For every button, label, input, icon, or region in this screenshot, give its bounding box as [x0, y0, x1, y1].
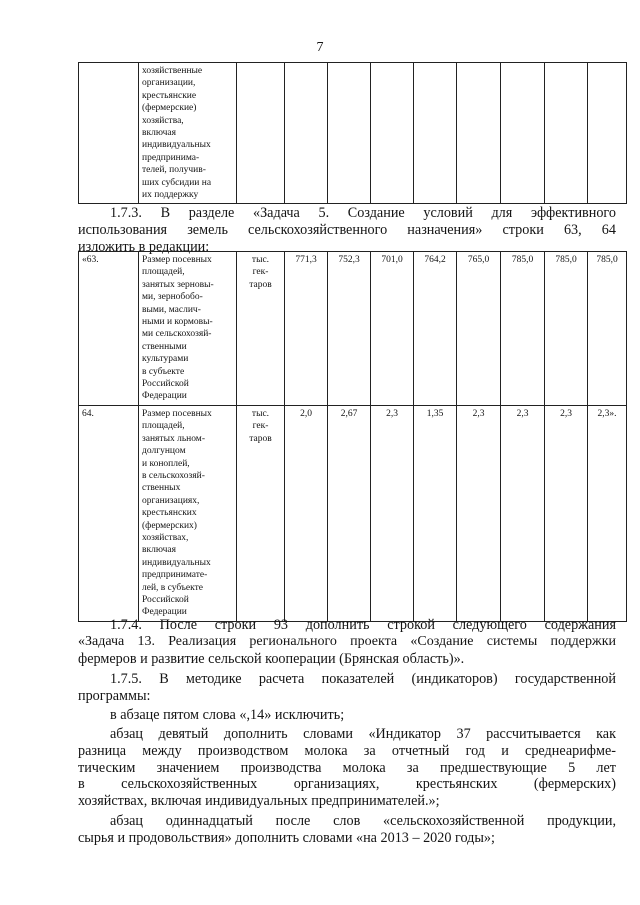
value-cell: 752,3	[328, 252, 371, 406]
indicators-table	[78, 251, 627, 622]
table-row	[79, 405, 627, 621]
section-1-7-4-cont	[78, 634, 616, 667]
section-line: 1.7.4. После строки 93 дополнить строкой следующего содержания	[110, 617, 616, 633]
indicator-description: Размер посевных площадей, занятых льном- долгунцом и коноплей, в сельскохозяй- ственных организациях, крестьянских (фермерских) хозяйствах, включая индивидуальных предпринимате- лей, в субъекте Российской Федерации	[139, 405, 237, 621]
value-cell	[414, 63, 457, 204]
row-number: 64.	[79, 405, 139, 621]
paragraph-ninth-cont	[78, 743, 616, 809]
section-line: изложить в редакции:	[78, 238, 210, 255]
row-number: «63.	[79, 252, 139, 406]
value-cell: 764,2	[414, 252, 457, 406]
value-cell	[457, 63, 501, 204]
paragraph-line: хозяйствах, включая индивидуальных предпринимателей.»;	[78, 792, 440, 809]
section-line: фермеров и развитие сельской кооперации (Брянская область)».	[78, 650, 465, 667]
unit-cell	[237, 63, 285, 204]
paragraph-line: в сельскохозяйственных организациях, крестьянских (фермерских)	[78, 776, 616, 792]
value-cell: 785,0	[588, 252, 627, 406]
value-cell: 2,67	[328, 405, 371, 621]
value-cell: 2,0	[285, 405, 328, 621]
section-line: программы:	[78, 688, 151, 704]
value-cell	[285, 63, 328, 204]
value-cell	[545, 63, 588, 204]
value-cell: 785,0	[501, 252, 545, 406]
table-row	[79, 63, 627, 204]
value-cell: 1,35	[414, 405, 457, 621]
value-cell: 2,3	[457, 405, 501, 621]
section-line: «Задача 13. Реализация регионального проекта «Создание системы поддержки	[78, 634, 616, 649]
paragraph-eleventh-cont	[78, 830, 616, 847]
value-cell	[501, 63, 545, 204]
section-line: использования земель сельскохозяйственного назначения» строки 63, 64	[78, 222, 616, 238]
section-1-7-5-cont	[78, 688, 616, 705]
value-cell: 701,0	[371, 252, 414, 406]
value-cell: 765,0	[457, 252, 501, 406]
paragraph-eleventh	[110, 813, 616, 830]
section-1-7-5	[110, 671, 616, 688]
page-number: 7	[316, 40, 324, 55]
unit-cell: тыс. гек- таров	[237, 252, 285, 406]
unit-cell: тыс. гек- таров	[237, 405, 285, 621]
paragraph-line: в абзаце пятом слова «,14» исключить;	[110, 707, 345, 723]
paragraph-line: тическим значением производства молока за предшествующие 5 лет	[78, 759, 616, 776]
value-cell	[328, 63, 371, 204]
paragraph-fifth	[110, 707, 616, 724]
paragraph-ninth	[110, 726, 616, 743]
paragraph-line: сырья и продовольствия» дополнить словами «на 2013 – 2020 годы»;	[78, 830, 495, 846]
continuation-table	[78, 62, 627, 204]
section-1-7-3	[110, 205, 616, 222]
section-line: 1.7.3. В разделе «Задача 5. Создание условий для эффективного	[110, 205, 616, 221]
indicator-description: Размер посевных площадей, занятых зерновы- ми, зернобобо- выми, маслич- ными и кормовы- ми сельскохозяй- ственными культурами в субъекте Российской Федерации	[139, 252, 237, 406]
value-cell: 771,3	[285, 252, 328, 406]
row-number-cell	[79, 63, 139, 204]
value-cell: 2,3	[545, 405, 588, 621]
value-cell: 785,0	[545, 252, 588, 406]
indicator-description: хозяйственные организации, крестьянские (фермерские) хозяйства, включая индивидуальных предпринима- телей, получив- ших субсидии на их поддержку	[139, 63, 237, 204]
value-cell: 2,3».	[588, 405, 627, 621]
value-cell: 2,3	[371, 405, 414, 621]
paragraph-line: абзац одиннадцатый после слов «сельскохозяйственной продукции,	[110, 813, 616, 829]
value-cell	[371, 63, 414, 204]
section-1-7-4	[110, 617, 616, 634]
value-cell	[588, 63, 627, 204]
section-line: 1.7.5. В методике расчета показателей (индикаторов) государственной	[110, 671, 616, 687]
paragraph-line: абзац девятый дополнить словами «Индикатор 37 рассчитывается как	[110, 726, 616, 742]
value-cell: 2,3	[501, 405, 545, 621]
table-row	[79, 252, 627, 406]
paragraph-line: разница между производством молока за отчетный год и среднеарифме-	[78, 743, 616, 759]
